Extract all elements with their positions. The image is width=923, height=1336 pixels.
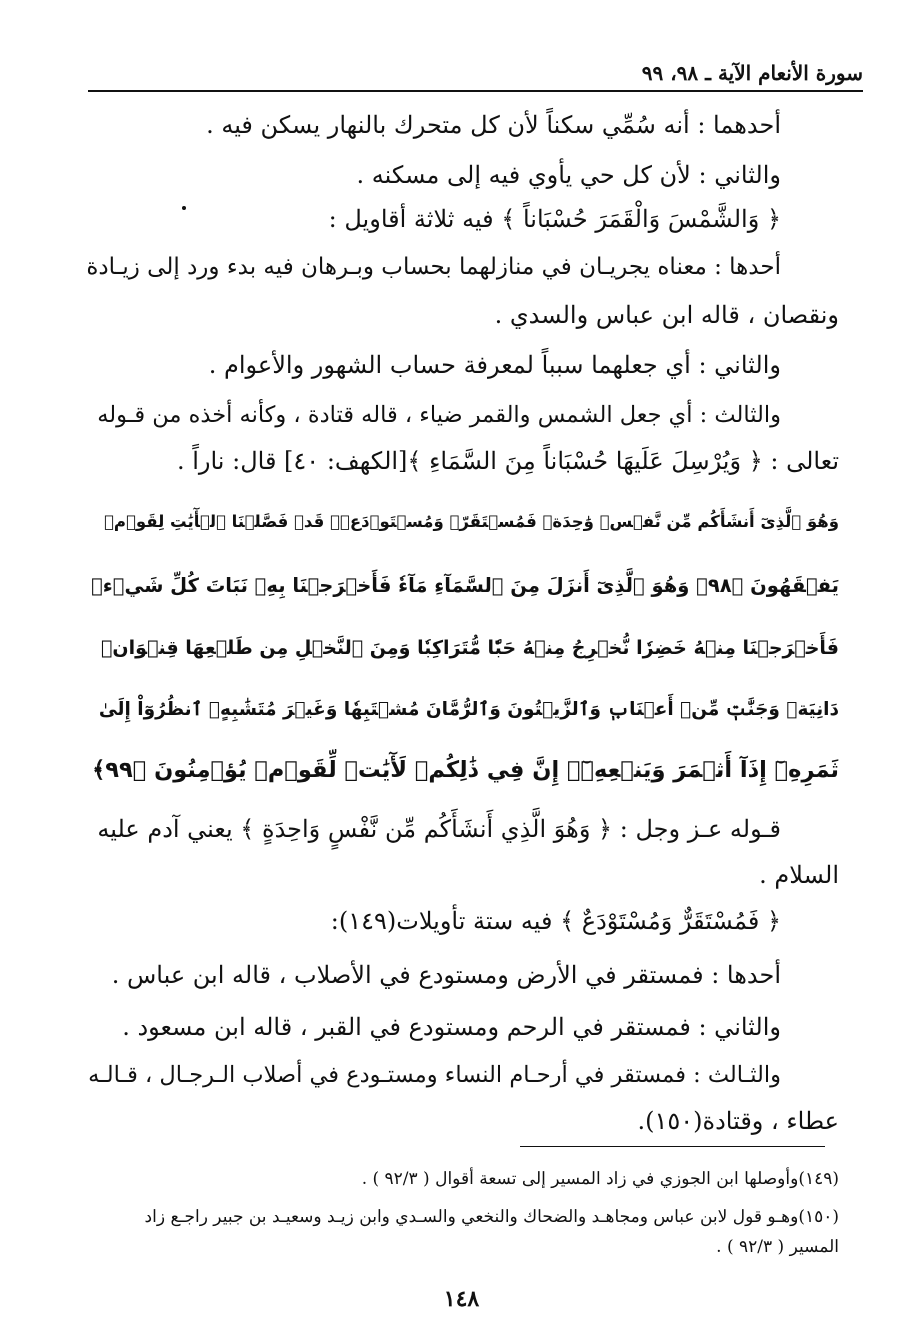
text-line: أحدهما : أنه سُمِّي سكناً لأن كل متحرك بالنهار يسكن فيه .: [206, 111, 781, 139]
text-line: والثاني : أي جعلهما سبباً لمعرفة حساب الشهور والأعوام .: [208, 351, 781, 379]
text-line: عطاء ، وقتادة(١٥٠).: [637, 1107, 839, 1135]
quran-verse-line: فَأَخۡرَجۡنَا مِنۡهُ خَضِرٗا نُّخۡرِجُ مِنۡهُ حَبّٗا مُّتَرَاكِبٗا وَمِنَ ٱلنَّخۡلِ مِن طَلۡعِهَا قِنۡوَانٞ: [101, 637, 839, 659]
text-line: ﴿ وَالشَّمْسَ وَالْقَمَرَ حُسْبَاناً ﴾ فيه ثلاثة أقاويل :: [328, 205, 781, 233]
running-header: [88, 56, 863, 92]
text-line: تعالى : ﴿ وَيُرْسِلَ عَلَيهَا حُسْبَاناً مِنَ السَّمَاءِ ﴾[الكهف: ٤٠] قال: ناراً .: [176, 447, 839, 475]
footnote: (١٤٩)وأوصلها ابن الجوزي في زاد المسير إلى تسعة أقوال ( ٩٢/٣ ) .: [361, 1169, 839, 1189]
page-number: ١٤٨: [443, 1286, 480, 1312]
speck-mark: [182, 206, 186, 210]
text-line: ﴿ فَمُسْتَقَرٌّ وَمُسْتَوْدَعٌ ﴾ فيه ستة تأويلات(١٤٩):: [330, 907, 781, 935]
quran-verse-line: ثَمَرِهِۦٓ إِذَآ أَثۡمَرَ وَيَنۡعِهِۦٓۚ إِنَّ فِي ذَٰلِكُمۡ لَأٓيَٰتٖ لِّقَوۡمٖ يُؤۡمِنُونَ ﴿٩٩﴾: [92, 757, 839, 783]
text-line: والثالث : أي جعل الشمس والقمر ضياء ، قاله قتادة ، وكأنه أخذه من قـوله: [97, 402, 781, 428]
footnote: المسير ( ٩٢/٣ ) .: [716, 1237, 839, 1257]
quran-verse-line: دَانِيَةٞ وَجَنَّٰتٖ مِّنۡ أَعۡنَابٖ وَٱلزَّيۡتُونَ وَٱلرُّمَّانَ مُشۡتَبِهٗا وَغَيۡرَ مُتَشَٰبِهٍۗ ٱنظُرُوٓاْ إِلَىٰ: [98, 699, 839, 720]
quran-verse-line: وَهُوَ ٱلَّذِىٓ أَنشَأَكُم مِّن نَّفۡسٖ وَٰحِدَةٖ فَمُسۡتَقَرّٞ وَمُسۡتَوۡدَعٞۗ قَدۡ فَصَّلۡنَا ٱلۡأٓيَٰتِ لِقَوۡمٖ: [104, 512, 839, 531]
quran-verse-line: يَفۡقَهُونَ ﴿٩٨﴾ وَهُوَ ٱلَّذِىٓ أَنزَلَ مِنَ ٱلسَّمَآءِ مَآءٗ فَأَخۡرَجۡنَا بِهِۦ نَبَاتَ كُلِّ شَيۡءٖ: [91, 574, 839, 597]
text-line: والثاني : لأن كل حي يأوي فيه إلى مسكنه .: [356, 161, 781, 189]
text-line: والثاني : فمستقر في الرحم ومستودع في القبر ، قاله ابن مسعود .: [122, 1013, 781, 1041]
text-line: أحدها : فمستقر في الأرض ومستودع في الأصلاب ، قاله ابن عباس .: [111, 961, 781, 989]
footnote-separator: [520, 1146, 825, 1147]
text-line: السلام .: [759, 861, 839, 889]
header-title: سورة الأنعام الآية ـ ٩٨، ٩٩: [641, 61, 863, 85]
text-line: والثـالث : فمستقر في أرحـام النساء ومستـودع في أصلاب الـرجـال ، قـالـه: [88, 1062, 781, 1088]
text-line: ونقصان ، قاله ابن عباس والسدي .: [494, 301, 839, 329]
text-line: أحدها : معناه يجريـان في منازلهما بحساب وبـرهان فيه بدء ورد إلى زيـادة: [86, 254, 781, 280]
text-line: قـوله عـز وجل : ﴿ وَهُوَ الَّذِي أَنشَأَكُم مِّن نَّفْسٍ وَاحِدَةٍ ﴾ يعني آدم عليه: [97, 815, 781, 843]
footnote: (١٥٠)وهـو قول لابن عباس ومجاهـد والضحاك والنخعي والسـدي وابن زيـد وسعيـد بن جبير راجـع زاد: [144, 1207, 839, 1227]
